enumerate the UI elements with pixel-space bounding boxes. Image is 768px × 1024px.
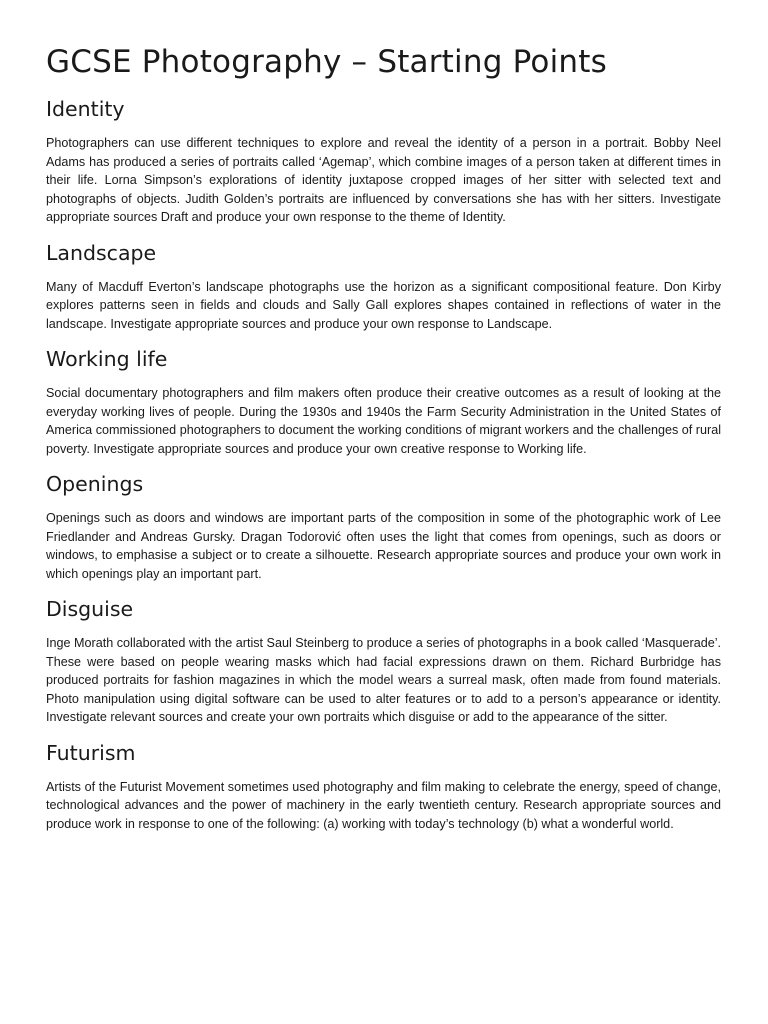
page-title: GCSE Photography – Starting Points bbox=[46, 44, 607, 80]
section-heading: Working life bbox=[46, 347, 168, 371]
section-futurism bbox=[46, 738, 721, 834]
section-paragraph: Artists of the Futurist Movement sometimes used photography and film making to celebrate the energy, speed of change, technological advances and the power of machinery in the early twentieth century. Research appropriate sources and produce work in response to one of the following: (a) working with today’s technology (b) what a wonderful world. bbox=[46, 779, 721, 831]
section-identity bbox=[46, 94, 721, 227]
section-openings bbox=[46, 469, 721, 583]
section-paragraph: Social documentary photographers and film makers often produce their creative outcomes as a result of looking at the everyday working lives of people. During the 1930s and 1940s the Farm Security Administration in the United States of America commissioned photographers to document the working conditions of migrant workers and the challenges of rural poverty. Investigate appropriate sources and produce your own creative response to Working life. bbox=[46, 386, 721, 456]
section-heading: Futurism bbox=[46, 740, 136, 765]
section-landscape bbox=[46, 238, 721, 334]
section-heading: Openings bbox=[46, 472, 144, 496]
section-heading: Identity bbox=[46, 97, 125, 121]
section-working-life bbox=[46, 344, 721, 458]
section-paragraph: Many of Macduff Everton’s landscape photographs use the horizon as a significant compositional feature. Don Kirby explores patterns seen in fields and clouds and Sally Gall explores shapes contained in reflections of water in the landscape. Investigate appropriate sources and produce your own response to Landscape. bbox=[46, 279, 721, 331]
section-paragraph: Inge Morath collaborated with the artist Saul Steinberg to produce a series of photographs in a book called ‘Masquerade’. These were based on people wearing masks which had facial expressions drawn on them. Richard Burbridge has produced portraits for fashion magazines in which the model wears a surreal mask, often made from found materials. Photo manipulation using digital software can be used to alter features or to add to a person’s appearance or identity. Investigate relevant sources and create your own portraits which disguise or add to the appearance of the sitter. bbox=[46, 636, 721, 724]
section-heading: Disguise bbox=[46, 597, 134, 621]
section-paragraph: Openings such as doors and windows are important parts of the composition in some of the photographic work of Lee Friedlander and Andreas Gursky. Dragan Todorović often uses the light that comes from openings, such as doors or windows, to emphasise a subject or to create a silhouette. Research appropriate sources and produce your own work in which openings play an important part. bbox=[46, 511, 721, 581]
document-page bbox=[46, 40, 721, 844]
section-disguise bbox=[46, 594, 721, 727]
section-heading: Landscape bbox=[46, 240, 157, 265]
section-paragraph: Photographers can use different techniques to explore and reveal the identity of a person in a portrait. Bobby Neel Adams has produced a series of portraits called ‘Agemap’, which combine images of a person taken at different times in their life. Lorna Simpson’s explorations of identity juxtapose cropped images of her sitter with selected text and photographs of objects. Judith Golden’s portraits are influenced by conversations she has with her sitters. Investigate appropriate sources Draft and produce your own response to the theme of Identity. bbox=[46, 136, 721, 224]
